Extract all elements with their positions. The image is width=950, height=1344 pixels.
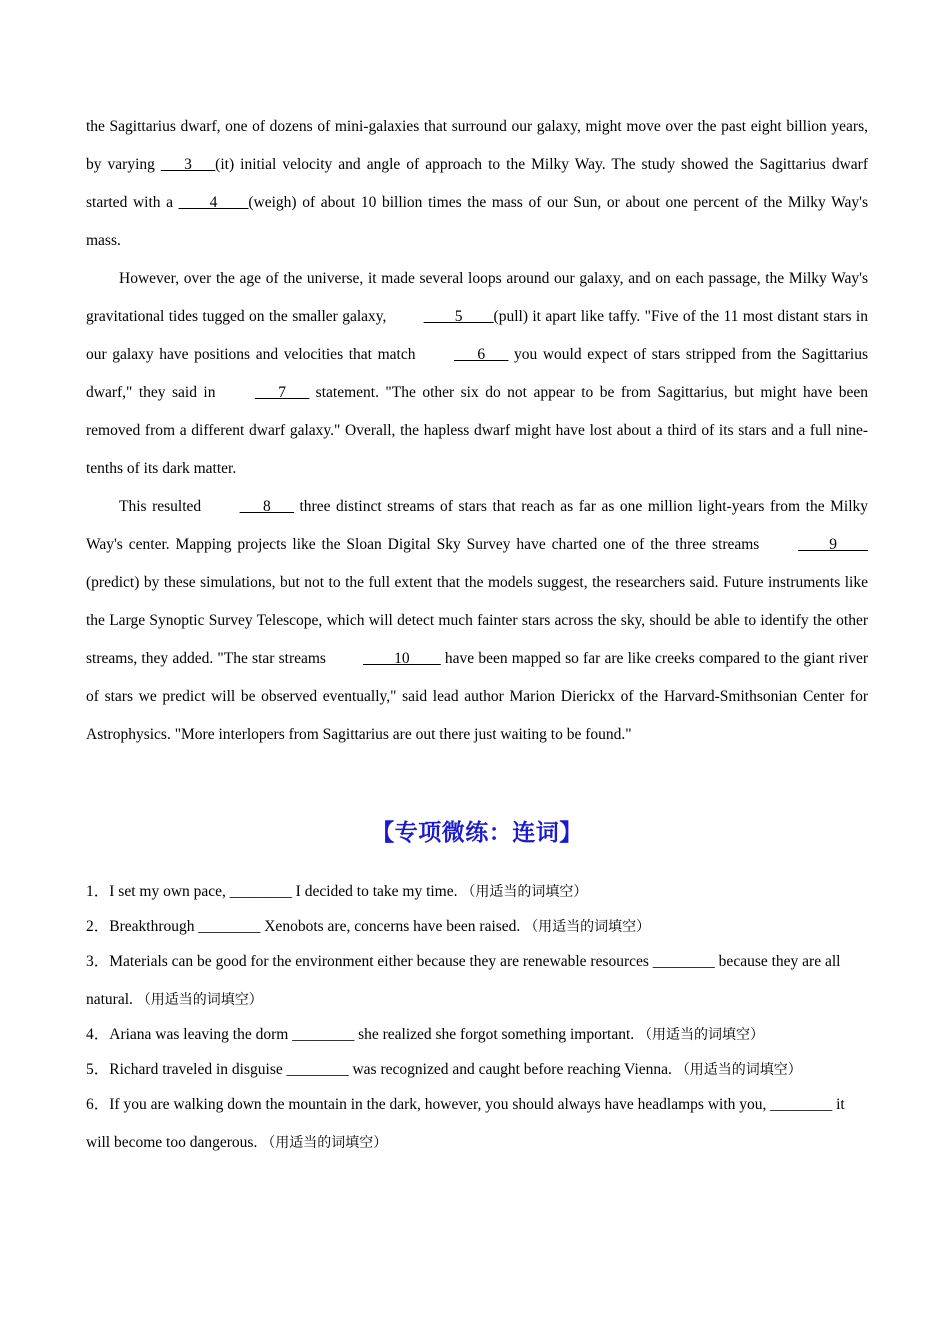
blank-8[interactable]: ___8___ [239, 498, 294, 515]
passage-text: However, over the age of the universe, it made several loops around our galaxy, and on each passage, the Milky Way's gravitational tides tugged on the smaller galaxy, [86, 270, 868, 325]
exercise-text: Materials can be good for the environment either because they are renewable resources ________ because they are all natural. [86, 953, 841, 1008]
exercise-hint: （用适当的词填空） [136, 992, 263, 1008]
passage-text: (weigh) of about 10 billion times the mass of our Sun, or about one percent of the Milky Way's mass. [86, 194, 868, 249]
blank-5[interactable]: ____5____ [423, 308, 494, 325]
exercise-number: 2． [86, 918, 110, 935]
passage-text: have been mapped so far are like creeks compared to the giant river of stars we predict will be observed eventually," said lead author Marion Dierickx of the Harvard-Smithsonian Center for Astrophysics. "More interlopers from Sagittarius are out there just waiting to be found." [86, 650, 868, 743]
exercise-hint: （用适当的词填空） [524, 919, 651, 935]
exercise-item-3[interactable] [86, 943, 868, 1019]
passage-text: (pull) it apart like taffy. "Five of the 11 most distant stars in our galaxy have positions and velocities that match [86, 308, 868, 363]
exercise-item-1[interactable] [86, 873, 868, 911]
exercise-number: 4． [86, 1026, 110, 1043]
passage-paragraph-3 [86, 488, 868, 754]
blank-4[interactable]: ____4____ [178, 194, 249, 211]
blank-6[interactable]: ___6___ [454, 346, 509, 363]
passage-text: three distinct streams of stars that reach as far as one million light-years from the Milky Way's center. Mapping projects like the Sloan Digital Sky Survey have charted one of the three streams [86, 498, 869, 553]
passage-text: (it) initial velocity and angle of approach to the Milky Way. The study showed the Sagittarius dwarf started with a [86, 156, 868, 211]
exercise-hint: （用适当的词填空） [638, 1027, 765, 1043]
blank-3[interactable]: ___3___ [160, 156, 216, 173]
exercise-item-2[interactable] [86, 908, 868, 946]
exercise-text: Breakthrough ________ Xenobots are, concerns have been raised. [109, 918, 525, 935]
exercise-item-5[interactable] [86, 1051, 868, 1089]
passage-paragraph-2 [86, 260, 868, 488]
exercise-hint: （用适当的词填空） [461, 884, 588, 900]
blank-9[interactable]: ____9____ [798, 536, 868, 553]
exercise-item-4[interactable] [86, 1016, 868, 1054]
passage-text: This resulted [119, 498, 207, 515]
passage-text: you would expect of stars stripped from the Sagittarius dwarf," they said in [86, 346, 868, 401]
blank-7[interactable]: ___7___ [254, 384, 310, 401]
exercise-number: 5． [86, 1061, 110, 1078]
exercise-text: I set my own pace, ________ I decided to take my time. [109, 883, 462, 900]
exercise-text: Ariana was leaving the dorm ________ she realized she forgot something important. [109, 1026, 639, 1043]
exercise-list [86, 873, 868, 1162]
exercise-text: If you are walking down the mountain in the dark, however, you should always have headlamps with you, ________ it will become too dangerous. [86, 1096, 845, 1151]
document-page [86, 108, 868, 1159]
exercise-number: 6． [86, 1096, 110, 1113]
blank-10[interactable]: ____10____ [363, 650, 441, 667]
passage-paragraph-1 [86, 108, 868, 260]
exercise-hint: （用适当的词填空） [261, 1135, 388, 1151]
exercise-text: Richard traveled in disguise ________ was recognized and caught before reaching Vienna. [109, 1061, 676, 1078]
passage-text: statement. "The other six do not appear to be from Sagittarius, but might have been removed from a different dwarf galaxy." Overall, the hapless dwarf might have lost about a third of its stars and a full nine-tenths of its dark matter. [86, 384, 868, 477]
section-title: 【专项微练：连词】 [371, 820, 583, 846]
exercise-hint: （用适当的词填空） [675, 1062, 802, 1078]
exercise-number: 1． [86, 883, 110, 900]
exercise-item-6[interactable] [86, 1086, 868, 1162]
passage-text: the Sagittarius dwarf, one of dozens of mini-galaxies that surround our galaxy, might move over the past eight billion years, by varying [86, 118, 868, 173]
passage-text: (predict) by these simulations, but not to the full extent that the models suggest, the researchers said. Future instruments like the Large Synoptic Survey Telescope, which will detect much fainter stars across the sky, should be able to identify the other streams, they added. "The star streams [86, 574, 868, 667]
exercise-number: 3． [86, 953, 110, 970]
